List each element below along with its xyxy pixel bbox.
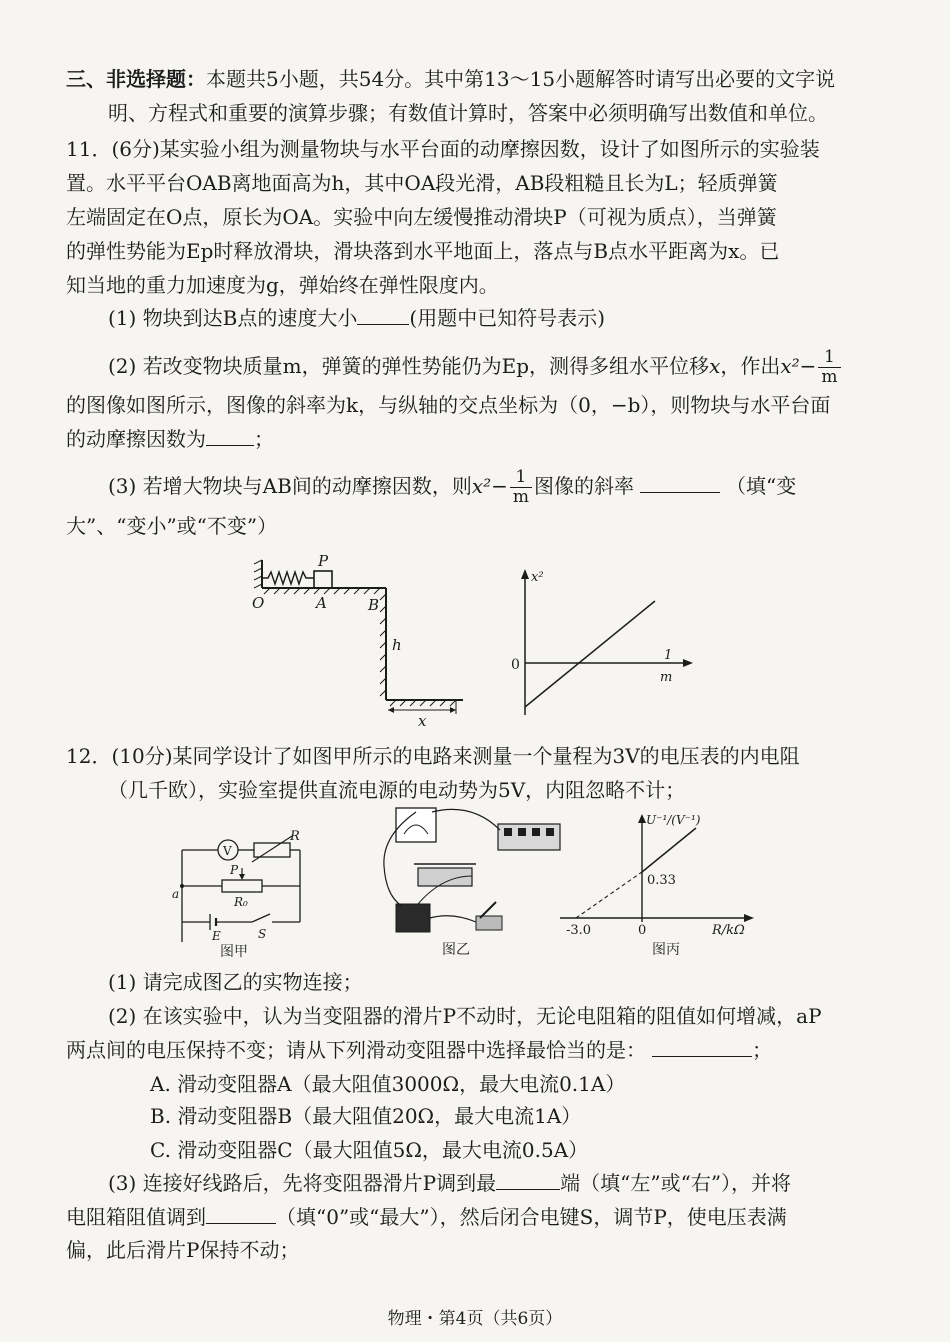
svg-text:0: 0 [511, 657, 520, 673]
svg-text:x: x [418, 712, 427, 730]
section-intro-line-1: 三、非选择题：本题共5小题，共54分。其中第13～15小题解答时请写出必要的文字说 [66, 67, 836, 91]
svg-text:P: P [318, 552, 329, 570]
circuit-photo-b [372, 806, 567, 962]
q11-stem-line-1: 11．(6分)某实验小组为测量物块与水平台面的动摩擦因数，设计了如图所示的实验装 [66, 137, 820, 161]
answer-blank[interactable] [357, 306, 409, 325]
fraction-one-over-m: $\frac{1}{m}$ [510, 468, 532, 507]
svg-text:U⁻¹/(V⁻¹): U⁻¹/(V⁻¹) [646, 813, 701, 827]
q12-part-2-line-1: (2) 在该实验中，认为当变阻器的滑片P不动时，无论电阻箱的阻值如何增减，aP [108, 1004, 822, 1028]
answer-blank[interactable] [206, 427, 254, 446]
section-intro-line-2: 明、方程式和重要的演算步骤；有数值计算时，答案中必须明确写出数值和单位。 [108, 101, 828, 125]
resistance-box-device [498, 824, 560, 850]
svg-text:a: a [172, 887, 180, 901]
spring-icon [262, 572, 314, 584]
svg-text:x²: x² [531, 570, 544, 585]
option-a: A. 滑动变阻器A（最大阻值3000Ω，最大电流0.1A） [150, 1072, 626, 1096]
q11-stem-line-4: 的弹性势能为Ep时释放滑块，滑块落到水平地面上，落点与B点水平距离为x。已 [66, 239, 780, 263]
q11-graph-figure [505, 565, 710, 725]
switch-device [476, 916, 502, 930]
page-footer: 物理・第4页（共6页） [387, 1309, 563, 1329]
q12-part-2-line-2: 两点间的电压保持不变；请从下列滑动变阻器中选择最恰当的是： ； [66, 1038, 772, 1062]
q11-apparatus-figure [248, 550, 468, 730]
q11-part-3-line-2: 大”、“变小”或“不变”） [66, 514, 278, 538]
extrapolated-line [576, 872, 642, 918]
q12-stem-line-1: 12．(10分)某同学设计了如图甲所示的电路来测量一个量程为3V的电压表的内电阻 [66, 744, 800, 768]
svg-text:图甲: 图甲 [220, 944, 248, 960]
q11-part-2-line-2: 的图像如图所示，图像的斜率为k，与纵轴的交点坐标为（0，−b），则物块与水平台面 [66, 393, 831, 417]
answer-blank[interactable] [496, 1171, 560, 1190]
option-b: B. 滑动变阻器B（最大阻值20Ω，最大电流1A） [150, 1104, 582, 1128]
svg-text:1: 1 [664, 648, 673, 663]
svg-text:图丙: 图丙 [652, 942, 680, 958]
rheostat-r0 [222, 880, 262, 892]
switch-icon [252, 914, 270, 922]
graph-line [642, 828, 696, 872]
svg-text:R/kΩ: R/kΩ [712, 923, 745, 938]
answer-blank[interactable] [652, 1038, 752, 1057]
svg-text:A: A [316, 594, 327, 612]
q12-stem-line-2: （几千欧），实验室提供直流电源的电动势为5V，内阻忽略不计； [108, 778, 686, 802]
svg-text:O: O [252, 594, 265, 612]
q11-stem-line-5: 知当地的重力加速度为g，弹始终在弹性限度内。 [66, 273, 499, 297]
graph-line [525, 601, 655, 707]
q11-stem-line-2: 置。水平平台OAB离地面高为h，其中OA段光滑，AB段粗糙且长为L；轻质弹簧 [66, 171, 778, 195]
q12-part-3-line-3: 偏，此后滑片P保持不动； [66, 1238, 300, 1262]
svg-text:B: B [368, 596, 380, 614]
svg-text:E: E [212, 929, 221, 943]
q11-part-3-line-1: (3) 若增大物块与AB间的动摩擦因数，则x²− $\frac{1}{m}$ 图像的斜率 （填“变 [108, 467, 797, 507]
svg-text:P: P [230, 863, 239, 877]
svg-text:V: V [223, 844, 232, 858]
resistance-box [254, 843, 290, 857]
svg-text:-3.0: -3.0 [566, 923, 592, 938]
answer-blank[interactable] [640, 474, 720, 493]
option-c: C. 滑动变阻器C（最大阻值5Ω，最大电流0.5A） [150, 1138, 589, 1162]
svg-text:R₀: R₀ [234, 895, 248, 909]
circuit-diagram-a [172, 830, 312, 962]
svg-text:图乙: 图乙 [442, 942, 470, 958]
answer-blank[interactable] [206, 1205, 276, 1224]
svg-text:S: S [258, 927, 267, 941]
q11-part-2-line-3: 的动摩擦因数为 ； [66, 427, 274, 451]
q11-part-1: (1) 物块到达B点的速度大小 (用题中已知符号表示) [108, 306, 605, 330]
svg-text:h: h [392, 636, 402, 654]
q12-part-3-line-1: (3) 连接好线路后，先将变阻器滑片P调到最 端（填“左”或“右”），并将 [108, 1171, 792, 1195]
u-inverse-graph-c [560, 808, 760, 960]
q12-part-1: (1) 请完成图乙的实物连接； [108, 970, 363, 994]
fraction-one-over-m: $\frac{1}{m}$ [818, 348, 840, 387]
q11-stem-line-3: 左端固定在O点，原长为OA。实验中向左缓慢推动滑块P（可视为质点），当弹簧 [66, 205, 777, 229]
svg-text:0: 0 [638, 923, 647, 938]
q11-part-2-line-1: (2) 若改变物块质量m，弹簧的弹性势能仍为Ep，测得多组水平位移x，作出x²− $\frac{1}{m}$ [108, 348, 843, 387]
slider-block [314, 571, 332, 588]
svg-text:R: R [290, 830, 300, 844]
svg-text:m: m [660, 670, 673, 685]
q12-part-3-line-2: 电阻箱阻值调到 （填“0”或“最大”），然后闭合电键S，调节P，使电压表满 [66, 1205, 787, 1229]
section-heading: 三、非选择题： [66, 67, 206, 91]
battery-device [396, 904, 430, 932]
svg-text:0.33: 0.33 [647, 873, 676, 888]
